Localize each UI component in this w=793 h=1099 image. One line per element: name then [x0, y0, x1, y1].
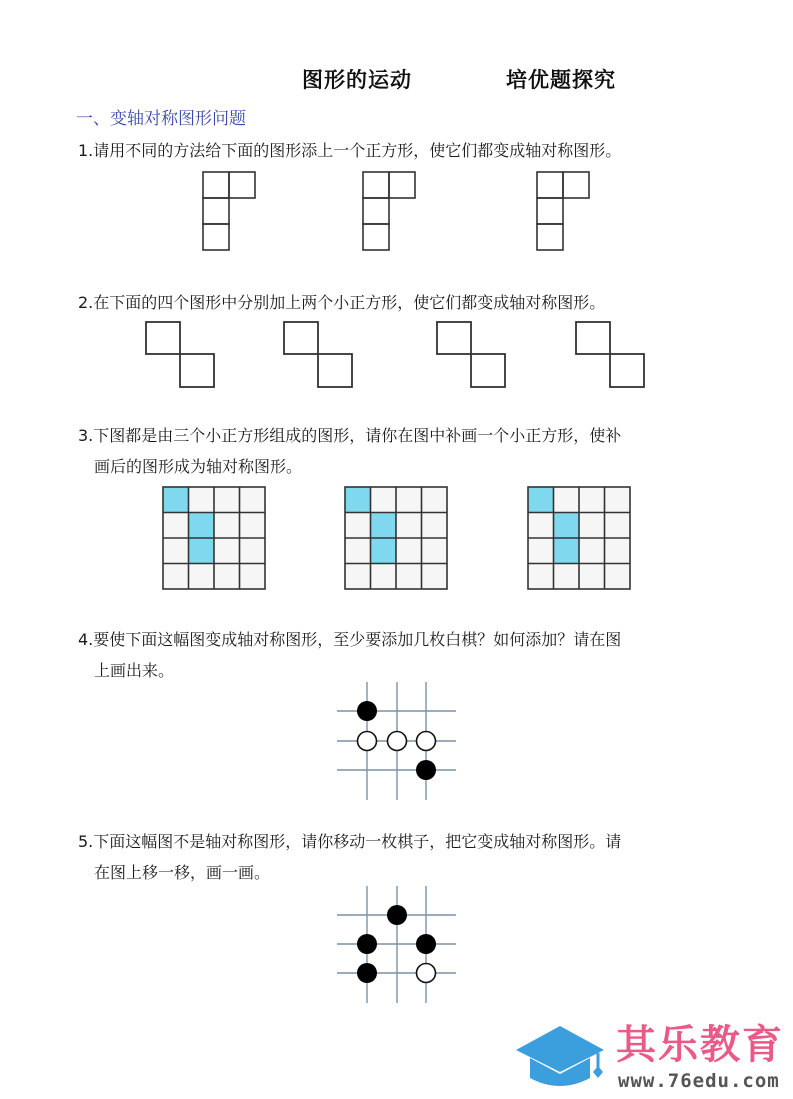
black-stone: [357, 701, 377, 721]
question-number: 1.: [78, 141, 94, 160]
graduation-cap-icon: [512, 1020, 608, 1090]
q3-grid-2: [344, 486, 449, 591]
q2-figure-4: [575, 321, 647, 389]
question-text: 下图都是由三个小正方形组成的图形，请你在图中补画一个小正方形，使补: [93, 426, 622, 445]
question-5: [78, 826, 738, 888]
question-1: [78, 135, 738, 166]
section-heading: 一、变轴对称图形问题: [76, 109, 246, 129]
question-text: 在下面的四个图形中分别加上两个小正方形，使它们都变成轴对称图形。: [93, 293, 606, 312]
white-stone: [388, 732, 407, 751]
question-number: 3.: [78, 426, 94, 445]
brand-url: www.76edu.com: [618, 1070, 780, 1092]
question-text-continued: 上画出来。: [94, 661, 175, 680]
question-2: [78, 287, 738, 318]
question-text: 下面这幅图不是轴对称图形，请你移动一枚棋子，把它变成轴对称图形。请: [93, 832, 622, 851]
brand-name: 其乐教育: [616, 1022, 784, 1068]
black-stone: [416, 760, 436, 780]
black-stone: [357, 963, 377, 983]
black-stone: [387, 905, 407, 925]
q1-figure-2: [362, 171, 416, 251]
q2-figure-3: [436, 321, 508, 389]
question-4: [78, 624, 738, 686]
white-stone: [417, 964, 436, 983]
black-stone: [357, 934, 377, 954]
black-stone: [416, 934, 436, 954]
q1-figure-3: [536, 171, 590, 251]
q2-figure-2: [283, 321, 355, 389]
question-number: 2.: [78, 293, 94, 312]
page-title-subtitle: 培优题探究: [506, 68, 616, 92]
white-stone: [358, 732, 377, 751]
white-stone: [417, 732, 436, 751]
q3-grid-3: [527, 486, 632, 591]
q3-grid-1: [162, 486, 267, 591]
q2-figure-1: [145, 321, 217, 389]
q4-go-board: [337, 682, 457, 802]
q5-go-board: [337, 886, 457, 1006]
question-text: 请用不同的方法给下面的图形添上一个正方形，使它们都变成轴对称图形。: [93, 141, 622, 160]
question-text-continued: 画后的图形成为轴对称图形。: [94, 457, 303, 476]
question-number: 4.: [78, 630, 94, 649]
question-3: [78, 420, 738, 482]
question-number: 5.: [78, 832, 94, 851]
question-text-continued: 在图上移一移，画一画。: [94, 863, 271, 882]
page-title-topic: 图形的运动: [302, 68, 412, 92]
question-text: 要使下面这幅图变成轴对称图形，至少要添加几枚白棋？如何添加？请在图: [93, 630, 622, 649]
brand-logo: [512, 1020, 792, 1096]
q1-figure-1: [202, 171, 256, 251]
